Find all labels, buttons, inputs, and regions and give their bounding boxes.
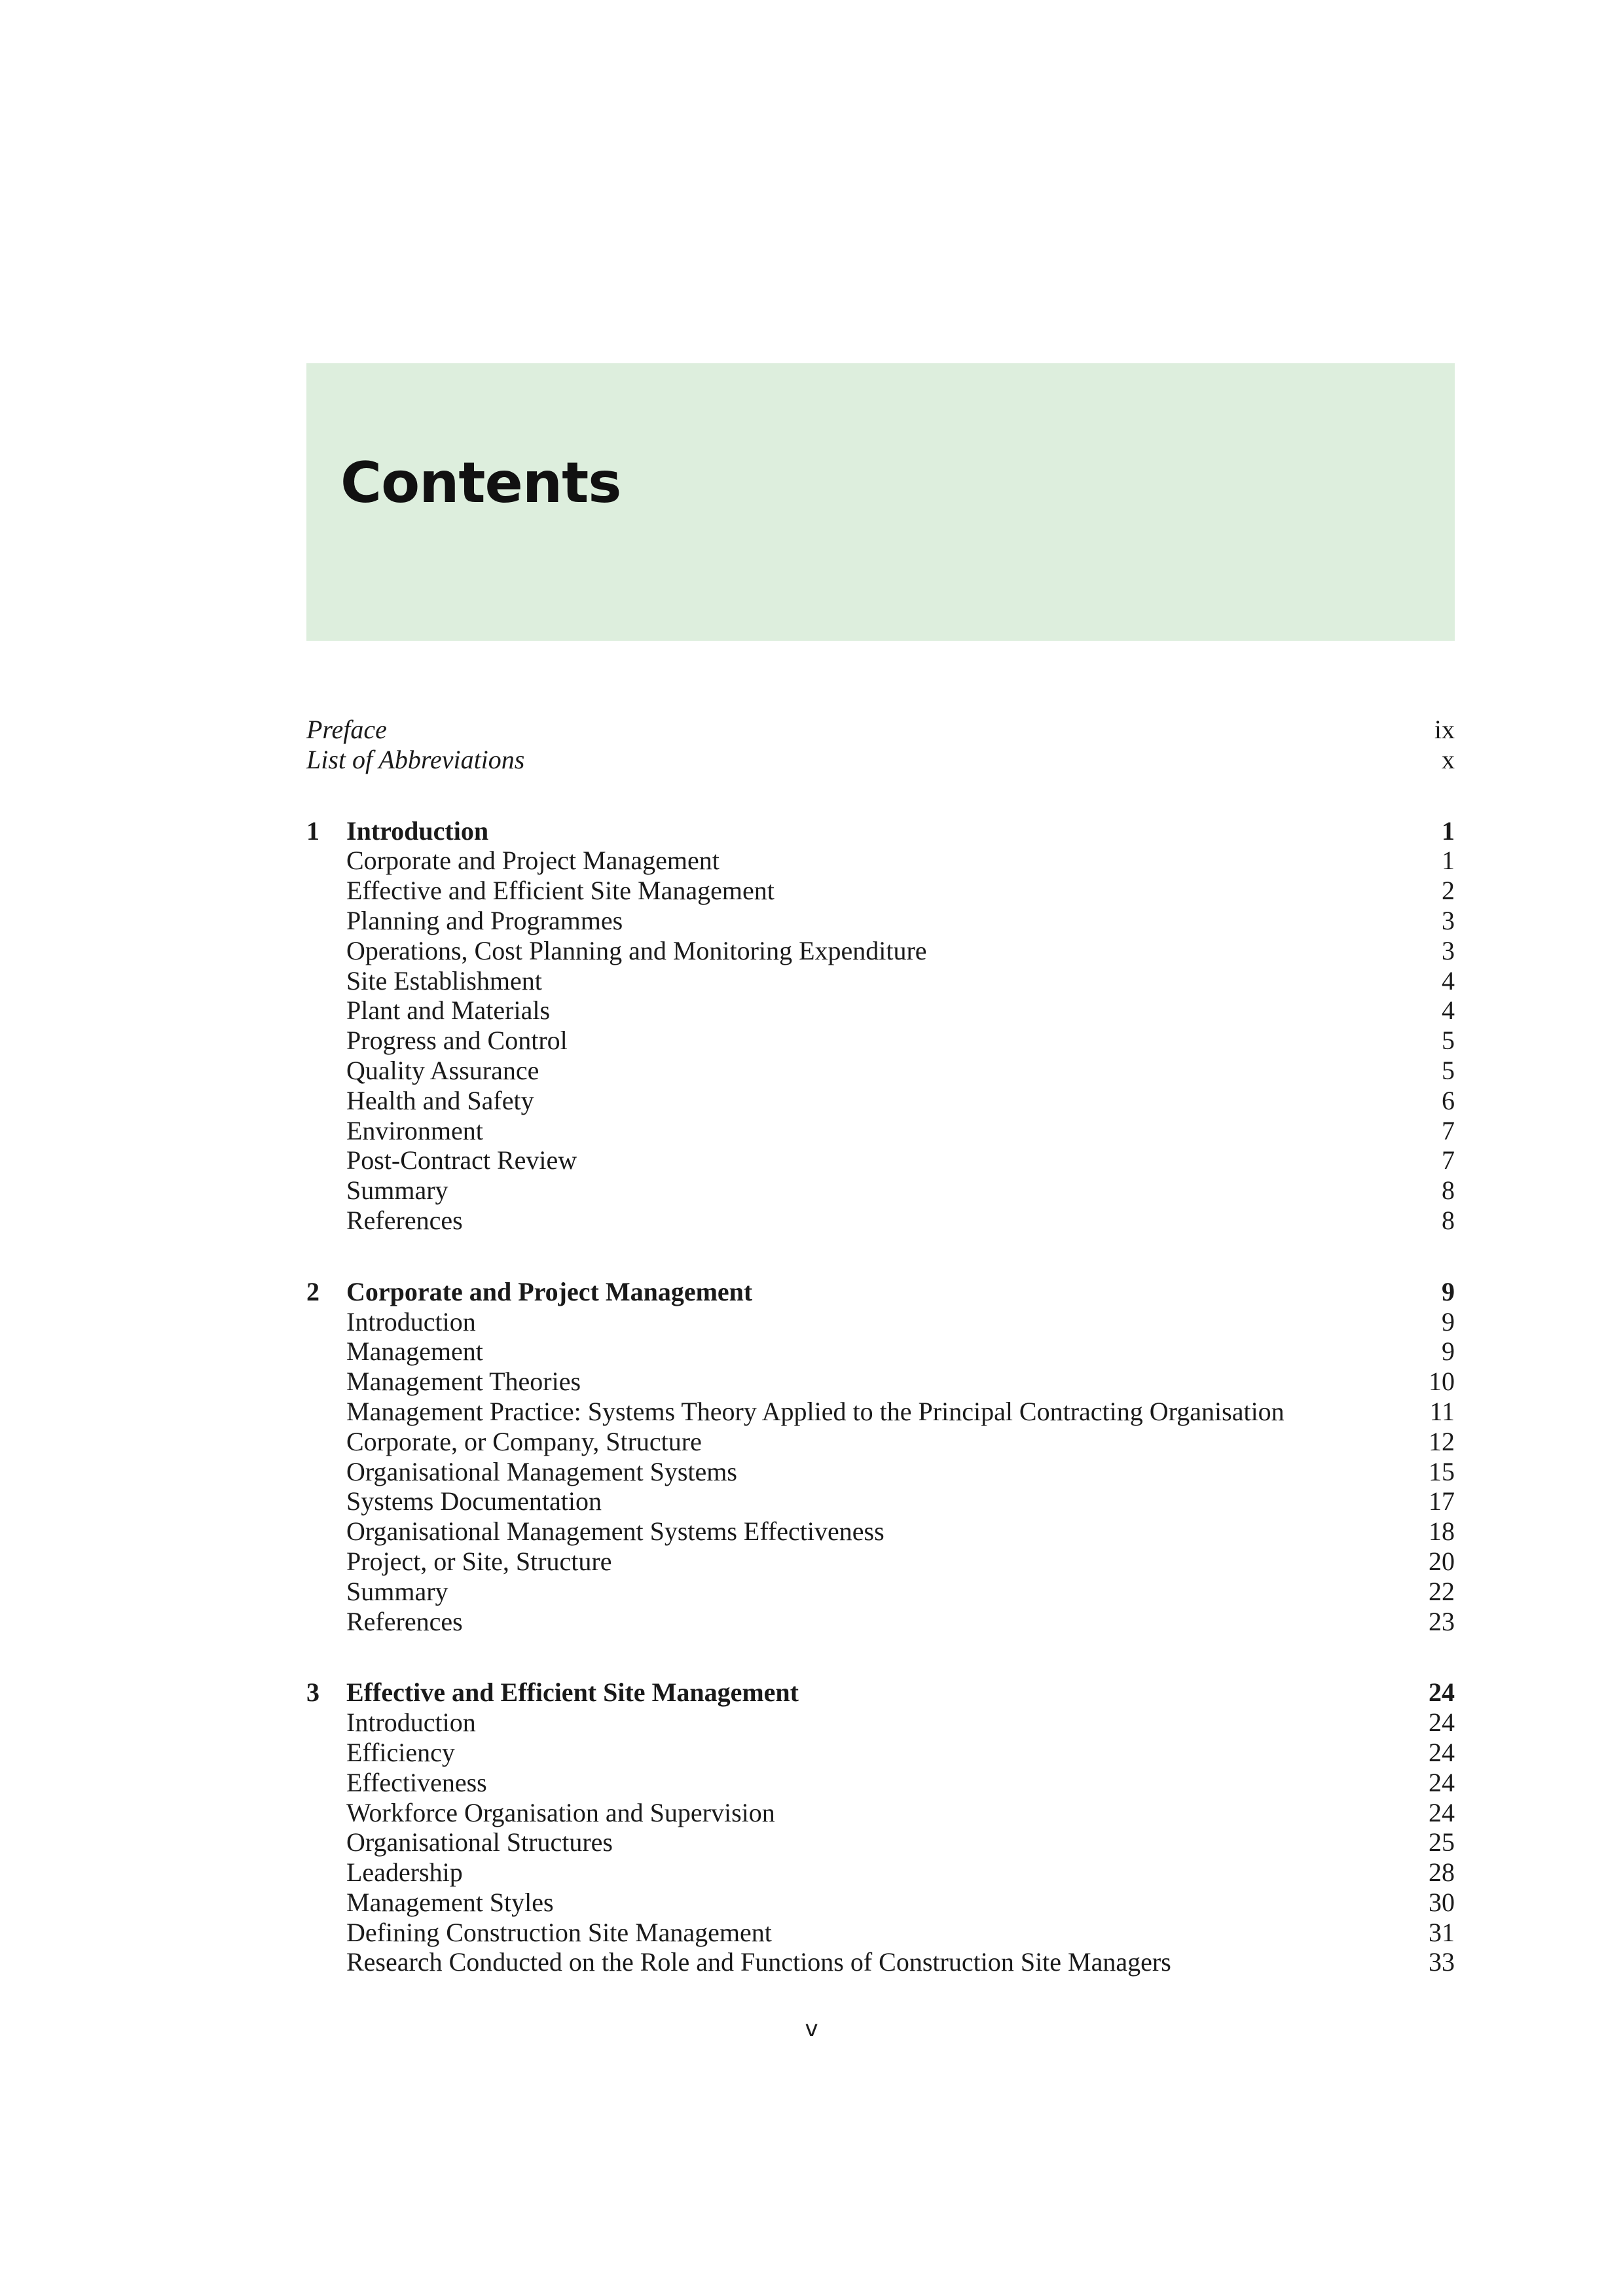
toc-entry-page: 24 — [1429, 1767, 1455, 1797]
chapter-title: Corporate and Project Management — [346, 1276, 753, 1306]
toc-entry[interactable] — [306, 1427, 1455, 1457]
toc-entry-page: 24 — [1429, 1737, 1455, 1767]
toc-entry-label: Introduction — [346, 1708, 476, 1738]
toc-entry-page: 3 — [1442, 935, 1455, 965]
contents-header-band — [306, 363, 1455, 641]
toc-entry-label: Health and Safety — [346, 1085, 534, 1115]
toc-entry-label: Organisational Management Systems — [346, 1456, 737, 1486]
toc-entry-label: List of Abbreviations — [306, 744, 525, 774]
chapter-title: Introduction — [346, 816, 489, 846]
toc-entry-label: Introduction — [346, 1306, 476, 1336]
toc-entry-label: Environment — [346, 1115, 483, 1145]
toc-entry-page: 2 — [1442, 876, 1455, 906]
toc-entry-abbreviations[interactable] — [306, 745, 1455, 775]
toc-entry-page: 24 — [1429, 1708, 1455, 1738]
group-spacer — [306, 775, 1455, 816]
toc-entry-page: 9 — [1442, 1336, 1455, 1367]
chapter-heading — [306, 1277, 752, 1307]
toc-entry[interactable] — [306, 936, 1455, 966]
toc-entry-page: 9 — [1442, 1306, 1455, 1336]
toc-entry-page: 8 — [1442, 1205, 1455, 1235]
toc-entry-label: Management Practice: Systems Theory Applied to the Principal Contracting Organisation — [346, 1396, 1285, 1426]
toc-entry-page: x — [1442, 744, 1455, 774]
toc-entry[interactable] — [306, 1857, 1455, 1888]
toc-entry-page: 12 — [1429, 1426, 1455, 1456]
chapter-heading — [306, 816, 488, 846]
toc-entry[interactable] — [306, 1367, 1455, 1397]
toc-entry[interactable] — [306, 1577, 1455, 1607]
toc-entry-label: Research Conducted on the Role and Functions of Construction Site Managers — [346, 1947, 1171, 1977]
toc-entry-label: Site Establishment — [346, 965, 542, 996]
toc-entry-page: 3 — [1442, 905, 1455, 935]
toc-entry[interactable] — [306, 1547, 1455, 1577]
page-title: Contents — [340, 450, 621, 516]
toc-entry-page: 4 — [1442, 965, 1455, 996]
toc-entry-label: Plant and Materials — [346, 996, 551, 1026]
toc-entry-label: Systems Documentation — [346, 1486, 602, 1516]
toc-entry-label: Management Styles — [346, 1887, 554, 1917]
toc-chapter-3[interactable] — [306, 1677, 1455, 1708]
toc-entry[interactable] — [306, 1888, 1455, 1918]
toc-entry-label: Management — [346, 1336, 483, 1367]
toc-entry[interactable] — [306, 1086, 1455, 1116]
toc-entry[interactable] — [306, 996, 1455, 1026]
toc-entry[interactable] — [306, 1056, 1455, 1086]
chapter-number: 3 — [306, 1677, 319, 1708]
toc-entry-page: 23 — [1429, 1606, 1455, 1636]
toc-entry[interactable] — [306, 1206, 1455, 1236]
toc-entry-preface[interactable] — [306, 715, 1455, 745]
toc-entry[interactable] — [306, 1336, 1455, 1367]
chapter-title: Effective and Efficient Site Management — [346, 1677, 799, 1708]
toc-entry-page: 4 — [1442, 996, 1455, 1026]
toc-entry-page: 24 — [1429, 1797, 1455, 1827]
toc-entry[interactable] — [306, 1486, 1455, 1516]
toc-entry-label: Post-Contract Review — [346, 1145, 577, 1175]
toc-entry-page: 6 — [1442, 1085, 1455, 1115]
toc-entry-label: Planning and Programmes — [346, 905, 623, 935]
toc-entry[interactable] — [306, 1798, 1455, 1828]
toc-chapter-1[interactable] — [306, 816, 1455, 846]
toc-entry-page: 1 — [1442, 846, 1455, 876]
toc-entry[interactable] — [306, 1947, 1455, 1977]
toc-entry-page: 25 — [1429, 1827, 1455, 1857]
toc-entry-page: 10 — [1429, 1367, 1455, 1397]
chapter-number: 2 — [306, 1276, 319, 1306]
chapter-heading — [306, 1677, 799, 1708]
toc-entry-label: Effectiveness — [346, 1767, 487, 1797]
toc-entry-label: Project, or Site, Structure — [346, 1546, 612, 1576]
toc-entry-label: References — [346, 1606, 463, 1636]
toc-entry-label: Effective and Efficient Site Management — [346, 876, 775, 906]
toc-entry-label: References — [346, 1205, 463, 1235]
toc-entry[interactable] — [306, 1768, 1455, 1798]
toc-entry[interactable] — [306, 1397, 1455, 1427]
toc-entry-label: Summary — [346, 1175, 448, 1206]
toc-entry-page: 28 — [1429, 1857, 1455, 1888]
toc-entry-page: 18 — [1429, 1516, 1455, 1547]
chapter-page: 9 — [1442, 1276, 1455, 1306]
toc-entry[interactable] — [306, 1738, 1455, 1768]
toc-entry-page: 8 — [1442, 1175, 1455, 1206]
toc-entry-page: 31 — [1429, 1917, 1455, 1947]
toc-entry-label: Preface — [306, 715, 387, 744]
toc-entry[interactable] — [306, 1116, 1455, 1146]
toc-entry-page: 20 — [1429, 1546, 1455, 1576]
toc-entry[interactable] — [306, 876, 1455, 906]
toc-entry-label: Organisational Management Systems Effectiveness — [346, 1516, 884, 1547]
toc-entry-label: Summary — [346, 1576, 448, 1606]
chapter-page: 1 — [1442, 816, 1455, 846]
toc-entry-label: Defining Construction Site Management — [346, 1917, 772, 1947]
toc-chapter-2[interactable] — [306, 1277, 1455, 1307]
chapter-page: 24 — [1429, 1677, 1455, 1708]
toc-entry[interactable] — [306, 846, 1455, 876]
toc-entry[interactable] — [306, 1175, 1455, 1206]
toc-entry-label: Operations, Cost Planning and Monitoring Expenditure — [346, 935, 927, 965]
toc-entry[interactable] — [306, 1307, 1455, 1337]
page-number: v — [805, 2016, 818, 2042]
table-of-contents — [306, 715, 1455, 1977]
toc-entry-label: Corporate, or Company, Structure — [346, 1426, 702, 1456]
toc-entry-page: 30 — [1429, 1887, 1455, 1917]
toc-entry-page: 33 — [1429, 1947, 1455, 1977]
toc-entry-page: 11 — [1429, 1396, 1455, 1426]
toc-entry-page: 7 — [1442, 1145, 1455, 1175]
chapter-list — [306, 775, 1455, 1978]
toc-entry[interactable] — [306, 1026, 1455, 1056]
toc-entry-page: ix — [1434, 715, 1455, 744]
toc-entry[interactable] — [306, 966, 1455, 996]
toc-entry-page: 15 — [1429, 1456, 1455, 1486]
toc-entry-label: Management Theories — [346, 1367, 581, 1397]
toc-entry[interactable] — [306, 1708, 1455, 1738]
toc-entry-label: Organisational Structures — [346, 1827, 613, 1857]
toc-entry[interactable] — [306, 1607, 1455, 1637]
toc-entry-label: Progress and Control — [346, 1026, 568, 1056]
toc-entry[interactable] — [306, 1918, 1455, 1948]
toc-entry-label: Corporate and Project Management — [346, 846, 720, 876]
chapter-number: 1 — [306, 816, 319, 846]
toc-entry-label: Leadership — [346, 1857, 463, 1888]
toc-entry[interactable] — [306, 906, 1455, 936]
toc-entry-label: Quality Assurance — [346, 1055, 539, 1085]
toc-entry[interactable] — [306, 1827, 1455, 1857]
toc-entry-page: 7 — [1442, 1115, 1455, 1145]
toc-entry[interactable] — [306, 1457, 1455, 1487]
toc-entry-label: Workforce Organisation and Supervision — [346, 1797, 775, 1827]
toc-entry-page: 22 — [1429, 1576, 1455, 1606]
group-spacer — [306, 1636, 1455, 1677]
toc-entry-page: 17 — [1429, 1486, 1455, 1516]
toc-entry-label: Efficiency — [346, 1737, 455, 1767]
group-spacer — [306, 1236, 1455, 1277]
toc-entry[interactable] — [306, 1516, 1455, 1547]
toc-entry-page: 5 — [1442, 1026, 1455, 1056]
toc-entry-page: 5 — [1442, 1055, 1455, 1085]
toc-entry[interactable] — [306, 1145, 1455, 1175]
